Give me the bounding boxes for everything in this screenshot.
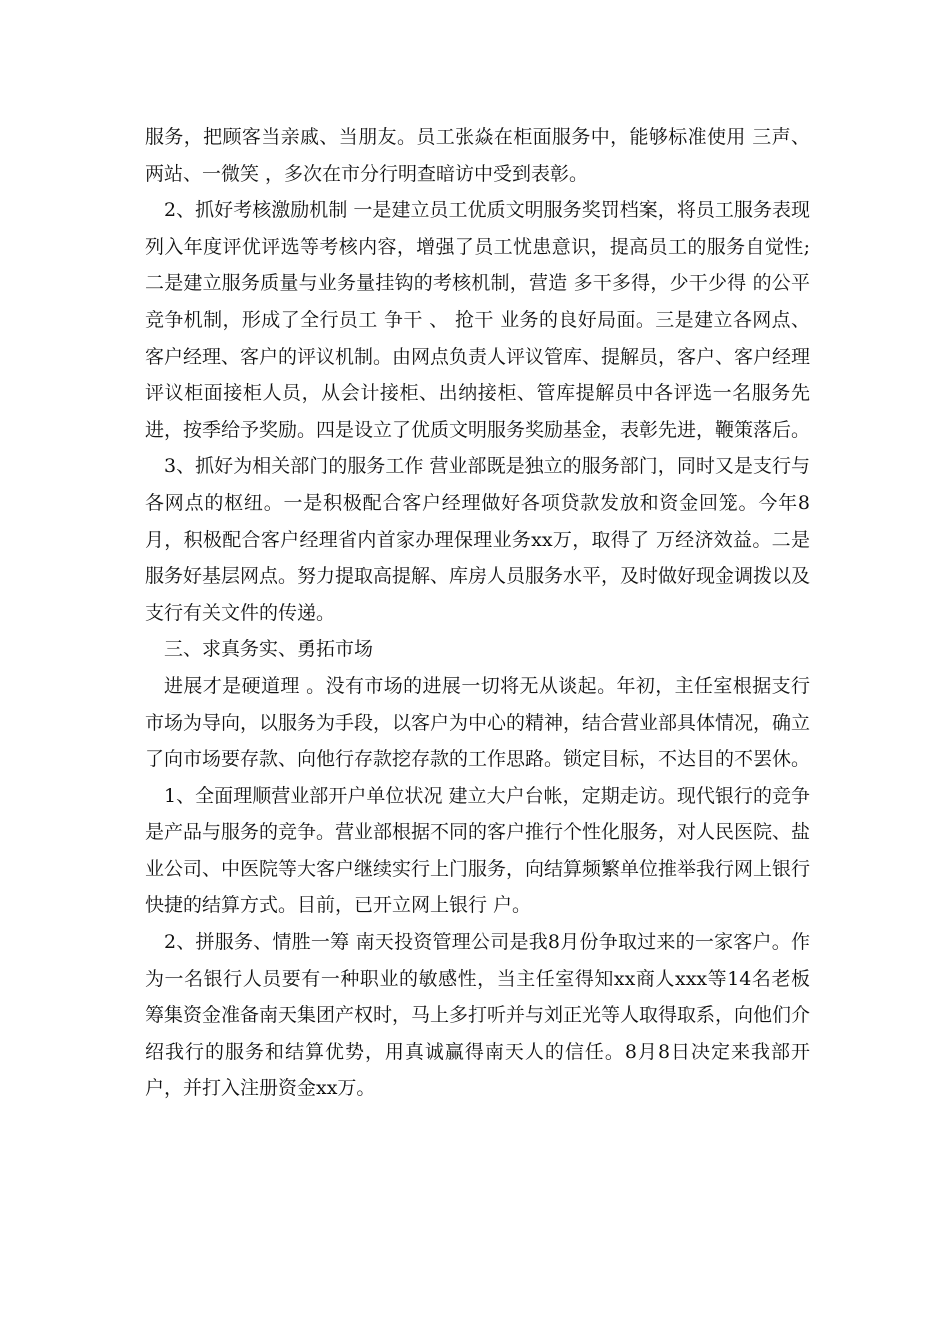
paragraph-assessment-incentive: 2、抓好考核激励机制 一是建立员工优质文明服务奖罚档案，将员工服务表现列入年度评优评选等考核内容，增强了员工忧患意识，提高员工的服务自觉性;二是建立服务质量与业务量挂钩的考核机制，营造 多干多得，少干少得 的公平竞争机制，形成了全行员工 争干 、 抢干 业务的良好局面。三是建立各网点、客户经理、客户的评议机制。由网点负责人评议管库、提解员，客户、客户经理评议柜面接柜人员，从会计接柜、出纳接柜、管库提解员中各评选一名服务先进，按季给予奖励。四是设立了优质文明服务奖励基金，表彰先进，鞭策落后。 [145, 199, 811, 441]
document-body [145, 119, 810, 1107]
paragraph-account-review: 1、全面理顺营业部开户单位状况 建立大户台帐，定期走访。现代银行的竞争是产品与服务的竞争。营业部根据不同的客户推行个性化服务，对人民医院、盐业公司、中医院等大客户继续实行上门服务，向结算频繁单位推举我行网上银行快捷的结算方式。目前，已开立网上银行 户。 [145, 784, 811, 917]
paragraph-related-department-service: 3、抓好为相关部门的服务工作 营业部既是独立的服务部门，同时又是支行与各网点的枢纽。一是积极配合客户经理做好各项贷款发放和资金回笼。今年8月，积极配合客户经理省内首家办理保理业务xx万，取得了 万经济效益。二是服务好基层网点。努力提取高提解、库房人员服务水平，及时做好现金调拨以及支行有关文件的传递。 [145, 455, 811, 624]
paragraph-development-principle: 进展才是硬道理 。没有市场的进展一切将无从谈起。年初，主任室根据支行市场为导向，以服务为手段，以客户为中心的精神，结合营业部具体情况，确立了向市场要存款、向他行存款挖存款的工作思路。锁定目标，不达目的不罢休。 [145, 674, 811, 771]
paragraph-service-competition: 2、拼服务、情胜一筹 南天投资管理公司是我8月份争取过来的一家客户。作为一名银行人员要有一种职业的敏感性，当主任室得知xx商人xxx等14名老板筹集资金准备南天集团产权时，马上多打听并与刘正光等人取得取系，向他们介绍我行的服务和结算优势，用真诚赢得南天人的信任。8月8日决定来我部开户，并打入注册资金xx万。 [145, 931, 811, 1100]
section-heading-market: 三、求真务实、勇拓市场 [164, 638, 374, 661]
paragraph-service-continuation: 服务，把顾客当亲戚、当朋友。员工张焱在柜面服务中，能够标准使用 三声、两站、一微笑 ，多次在市分行明查暗访中受到表彰。 [145, 126, 810, 185]
